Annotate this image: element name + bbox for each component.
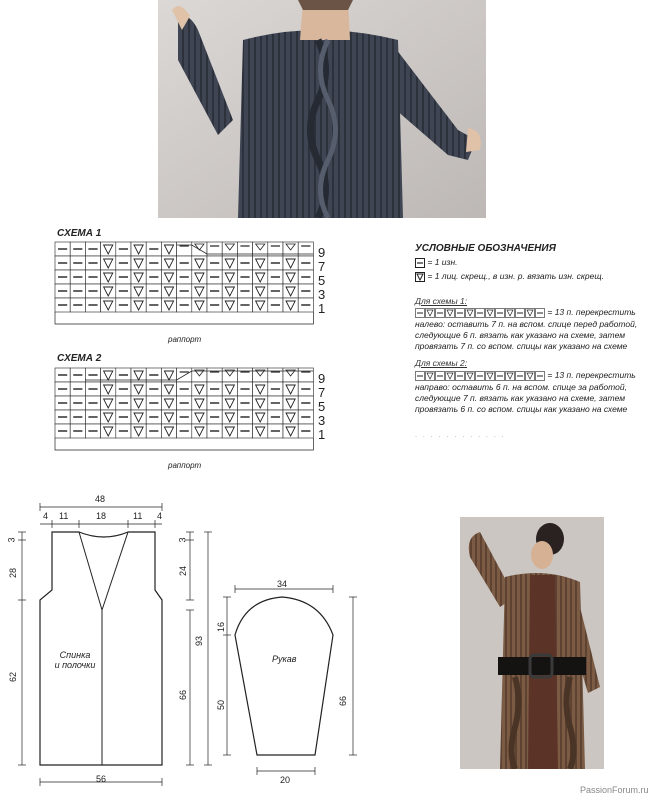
schema2-title: СХЕМА 2 <box>57 353 102 364</box>
schema2-row-3: 3 <box>318 413 326 428</box>
front-view-photo <box>460 517 604 769</box>
sleeve-left-dim-50: 50 <box>216 699 227 711</box>
schema2-chart <box>54 366 334 476</box>
body-left-dim-62: 62 <box>8 671 19 683</box>
chart-cell <box>237 368 252 382</box>
body-left-dim-3: 3 <box>6 537 17 543</box>
body-seg-1: 4 <box>43 511 49 521</box>
schema2-row-9: 9 <box>318 371 326 386</box>
cable-right-symbol-icon <box>415 371 545 381</box>
purl-symbol-icon <box>415 258 425 268</box>
back-view-photo <box>158 0 486 218</box>
schema1-row-7: 7 <box>318 259 326 274</box>
twisted-stitch-symbol-icon <box>415 272 425 282</box>
legend-twisted-text: = 1 лиц. скрещ., в изн. р. вязать изн. скрещ. <box>427 271 604 281</box>
chart-cell <box>177 368 192 382</box>
legend-dots: . . . . . . . . . . . . <box>415 432 506 439</box>
schema1-row-1: 1 <box>318 301 326 316</box>
legend-schema2-eq-row <box>415 370 636 381</box>
legend-purl-text: = 1 изн. <box>427 257 458 267</box>
sleeve-left-dim-16: 16 <box>216 621 227 633</box>
schema2-row-5: 5 <box>318 399 326 414</box>
legend-schema1-line2: следующие 6 п. вязать как указано на схеме, затем <box>415 330 626 340</box>
legend-for-schema1: Для схемы 1: <box>415 296 468 306</box>
chart-cell <box>268 368 283 382</box>
body-seg-2: 11 <box>59 511 69 521</box>
legend-schema2-line2: следующие 7 п. вязать как указано на схеме, затем <box>415 393 626 403</box>
chart-cell <box>207 368 222 382</box>
body-seg-3: 18 <box>96 511 107 521</box>
repeat-bracket <box>55 438 313 450</box>
body-left-dim-28: 28 <box>8 567 19 579</box>
legend-twisted-row <box>415 271 604 282</box>
body-right-dim-3: 3 <box>177 537 188 543</box>
body-right-dim-66: 66 <box>178 689 189 701</box>
body-right-dim-24: 24 <box>178 565 189 577</box>
legend-schema1-eq-row <box>415 307 636 318</box>
schema1-row-3: 3 <box>318 287 326 302</box>
body-label-line1: Спинка <box>59 650 91 660</box>
sleeve-piece-label: Рукав <box>272 654 297 664</box>
cable-left-symbol-icon <box>415 308 545 318</box>
legend-for-schema2: Для схемы 2: <box>415 358 468 368</box>
chart-cell <box>298 368 313 382</box>
schema1-title: СХЕМА 1 <box>57 228 102 239</box>
schema1-row-9: 9 <box>318 245 326 260</box>
body-top-width: 48 <box>95 494 106 504</box>
body-piece-label <box>48 650 102 670</box>
legend-schema1-line3: провязать 7 п. со вспом. спицы как указано на схеме <box>415 341 628 351</box>
legend-purl-row <box>415 257 458 268</box>
body-seg-5: 4 <box>157 511 163 521</box>
schema1-repeat-label: раппорт <box>168 335 202 344</box>
legend-schema2-eq: = 13 п. перекрестить <box>547 370 636 380</box>
body-bottom-width: 56 <box>96 774 107 784</box>
schema2-row-7: 7 <box>318 385 326 400</box>
schema2-row-1: 1 <box>318 427 326 442</box>
sleeve-right-dim-66: 66 <box>338 695 349 707</box>
schema2-repeat-label: раппорт <box>168 461 202 470</box>
sleeve-pattern-diagram <box>205 575 365 800</box>
legend-title: УСЛОВНЫЕ ОБОЗНАЧЕНИЯ <box>415 243 556 254</box>
legend-schema1-eq: = 13 п. перекрестить <box>547 307 636 317</box>
schema1-row-5: 5 <box>318 273 326 288</box>
body-seg-4: 11 <box>133 511 143 521</box>
sleeve-top-width: 34 <box>277 579 288 589</box>
chart-cell <box>177 242 192 256</box>
schema1-chart <box>54 240 334 350</box>
legend-schema2-line3: провязать 6 п. со вспом. спицы как указано на схеме <box>415 404 628 414</box>
legend-schema2-line1: направо: оставить 6 п. на вспом. спице за работой, <box>415 382 627 392</box>
legend-schema1-line1: налево: оставить 7 п. на вспом. спице перед работой, <box>415 319 638 329</box>
sleeve-bottom-width: 20 <box>280 775 291 785</box>
body-right-dim-93: 93 <box>194 635 205 647</box>
watermark: PassionForum.ru <box>580 785 649 795</box>
repeat-bracket <box>55 312 313 324</box>
body-label-line2: и полочки <box>54 660 96 670</box>
